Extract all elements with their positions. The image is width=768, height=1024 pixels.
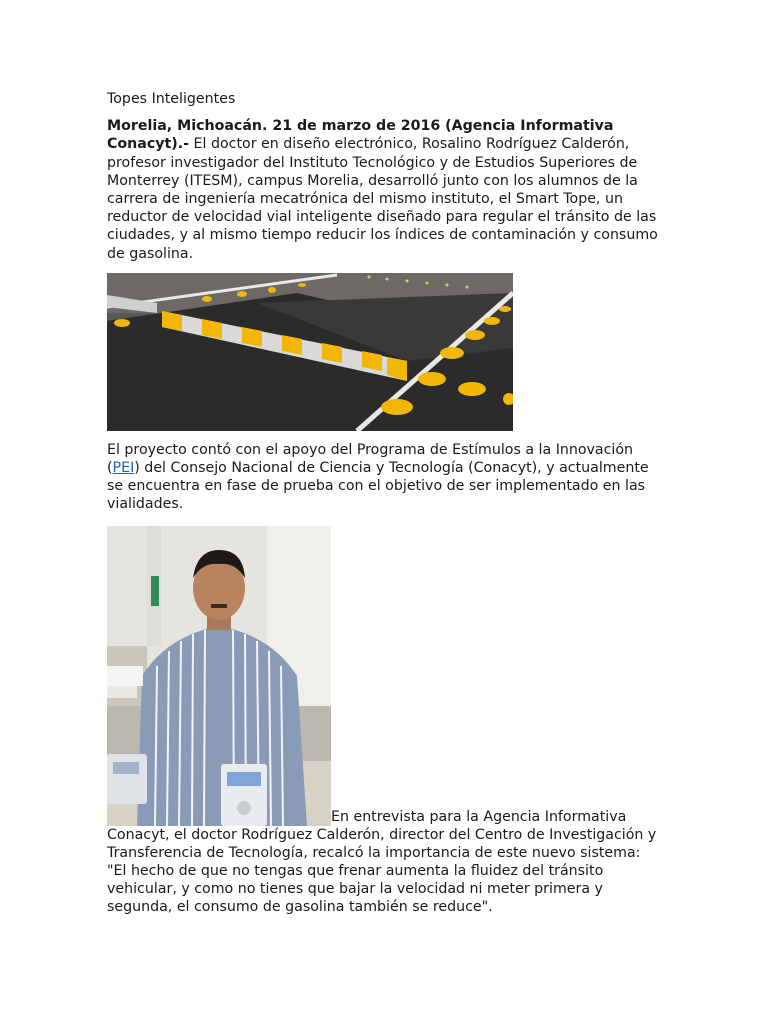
paragraph-1 xyxy=(107,117,662,263)
paragraph-2-text-start: El proyecto contó con el apoyo del Programa de Estímulos a la Innovación ( xyxy=(107,441,634,477)
researcher-photo xyxy=(107,526,331,826)
paragraph-3-text: En entrevista para la Agencia Informativa Conacyt, el doctor Rodríguez Calderón, director del Centro de Investigación y Transferencia de Tecnología, recalcó la importancia de este nuevo sistema: "El hecho de que no tengas que frenar aumenta la fluidez del tránsito vehicular, y como no tienes que bajar la velocidad ni meter primera y segunda, el consumo de gasolina también se reduce". xyxy=(107,808,657,916)
paragraph-3 xyxy=(107,526,662,917)
article xyxy=(107,90,662,917)
paragraph-2 xyxy=(107,441,662,514)
article-title: Topes Inteligentes xyxy=(107,91,236,107)
pei-link[interactable]: PEI xyxy=(112,460,135,477)
speed-bump-photo xyxy=(107,273,513,431)
paragraph-1-text: El doctor en diseño electrónico, Rosalino Rodríguez Calderón, profesor investigador del Instituto Tecnológico y de Estudios Superiores de Monterrey (ITESM), campus Morelia, desarrolló junto con los alumnos de la carrera de ingeniería mecatrónica del mismo instituto, el Smart Tope, un reductor de velocidad vial inteligente diseñado para regular el tránsito de las ciudades, y al mismo tiempo reducir los índices de contaminación y consumo de gasolina. xyxy=(107,136,658,262)
paragraph-2-text-end: ) del Consejo Nacional de Ciencia y Tecnología (Conacyt), y actualmente se encuentra en fase de prueba con el objetivo de ser implementado en las vialidades. xyxy=(107,460,649,513)
dateline: Morelia, Michoacán. 21 de marzo de 2016 (Agencia Informativa Conacyt).- xyxy=(107,118,614,153)
